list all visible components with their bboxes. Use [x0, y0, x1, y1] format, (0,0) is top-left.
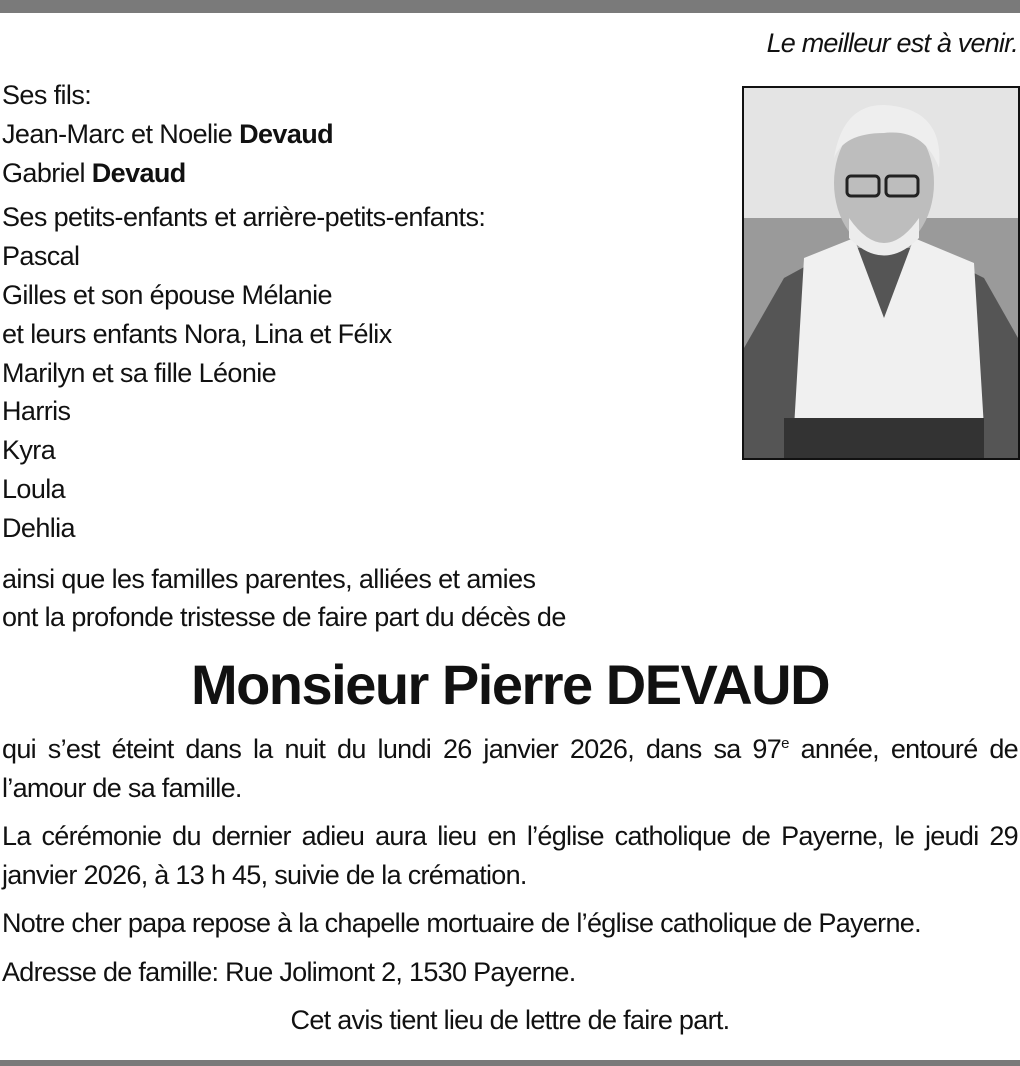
sons-heading: Ses fils: [2, 80, 92, 110]
notice-body [2, 730, 1018, 1050]
top-rule [0, 0, 1020, 13]
rest-paragraph: Notre cher papa repose à la chapelle mortuaire de l’église catholique de Payerne. [2, 908, 921, 938]
grandchild-line: Kyra [2, 435, 56, 466]
ceremony-paragraph: La cérémonie du dernier adieu aura lieu en l’église catholique de Payerne, le jeudi 29 janvier 2026, à 13 h 45, suivie de la crémation. [2, 821, 1018, 890]
grandchild-line: Pascal [2, 241, 80, 272]
son-family: Devaud [91, 157, 186, 188]
bottom-rule [0, 1060, 1020, 1066]
grandchild-line: Harris [2, 396, 71, 427]
son-family: Devaud [239, 118, 334, 149]
families-line: ainsi que les familles parentes, alliées et amies [2, 563, 536, 594]
grandchild-line: Marilyn et sa fille Léonie [2, 357, 277, 388]
grandchildren-heading: Ses petits-enfants et arrière-petits-enfants: [2, 202, 486, 233]
ordinal-suffix: e [781, 735, 789, 752]
family-list [2, 76, 702, 637]
death-paragraph [2, 730, 1018, 807]
death-text-end: année, entouré de l’amour de sa famille. [2, 734, 1018, 803]
portrait-photo [742, 86, 1020, 460]
address-paragraph: Adresse de famille: Rue Jolimont 2, 1530 Payerne. [2, 956, 576, 987]
son-line [2, 154, 702, 193]
closing-line: Cet avis tient lieu de lettre de faire part. [290, 1005, 730, 1035]
son-given: Jean-Marc et Noelie [2, 118, 240, 149]
motto: Le meilleur est à venir. [766, 28, 1018, 58]
son-given: Gabriel [2, 157, 92, 188]
son-line [2, 115, 702, 154]
death-text: qui s’est éteint dans la nuit du lundi 26 janvier 2026, dans sa 97 [2, 734, 782, 764]
grandchild-line: et leurs enfants Nora, Lina et Félix [2, 318, 392, 349]
grandchild-line: Gilles et son épouse Mélanie [2, 279, 332, 310]
grandchild-line: Loula [2, 473, 66, 504]
grandchild-line: Dehlia [2, 512, 75, 543]
deceased-name: Monsieur Pierre DEVAUD [190, 653, 830, 716]
families-line: ont la profonde tristesse de faire part du décès de [2, 602, 566, 633]
